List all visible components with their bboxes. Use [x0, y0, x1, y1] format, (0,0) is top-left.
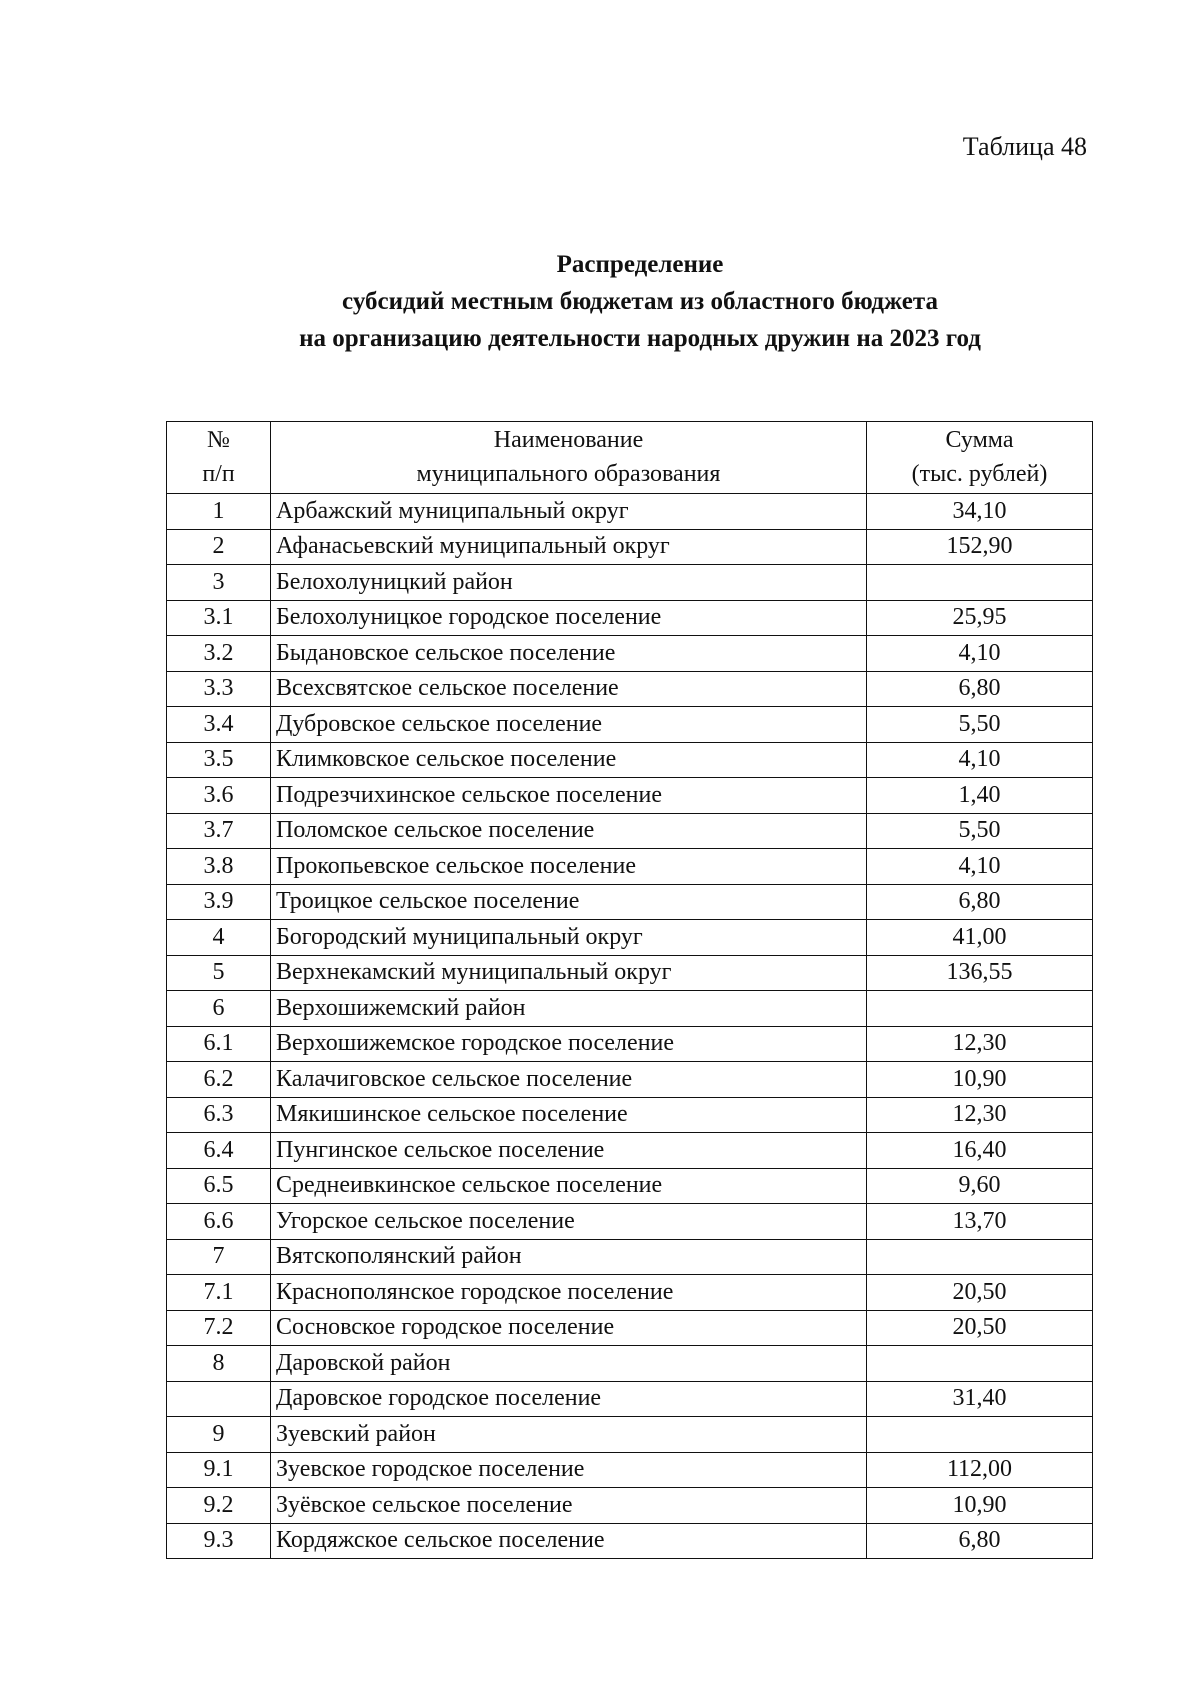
row-sum-cell: 5,50 — [867, 707, 1093, 743]
row-sum-cell: 136,55 — [867, 955, 1093, 991]
table-row — [167, 671, 1093, 707]
row-name-cell: Зуевское городское поселение — [271, 1452, 867, 1488]
row-sum-cell: 10,90 — [867, 1488, 1093, 1524]
row-number-cell — [167, 1381, 271, 1417]
row-number-cell: 9.2 — [167, 1488, 271, 1524]
table-row — [167, 1346, 1093, 1382]
row-number-cell: 7.2 — [167, 1310, 271, 1346]
row-number-cell: 6.5 — [167, 1168, 271, 1204]
table-row — [167, 991, 1093, 1027]
row-sum-cell — [867, 991, 1093, 1027]
table-row — [167, 600, 1093, 636]
title-line-3: на организацию деятельности народных дружин на 2023 год — [299, 325, 981, 352]
table-row — [167, 1452, 1093, 1488]
row-sum-cell — [867, 1417, 1093, 1453]
row-sum-cell: 10,90 — [867, 1062, 1093, 1098]
row-number-cell: 6.2 — [167, 1062, 271, 1098]
row-number-cell: 1 — [167, 494, 271, 530]
row-sum-cell: 25,95 — [867, 600, 1093, 636]
row-sum-cell: 12,30 — [867, 1026, 1093, 1062]
table-row — [167, 955, 1093, 991]
table-row — [167, 1523, 1093, 1559]
table-body — [167, 494, 1093, 1559]
row-sum-cell: 152,90 — [867, 529, 1093, 565]
row-number-cell: 9 — [167, 1417, 271, 1453]
row-name-cell: Афанасьевский муниципальный округ — [271, 529, 867, 565]
header-number-line-1: № — [207, 427, 230, 453]
row-sum-cell: 4,10 — [867, 636, 1093, 672]
row-name-cell: Дубровское сельское поселение — [271, 707, 867, 743]
table-row — [167, 1239, 1093, 1275]
table-row — [167, 778, 1093, 814]
row-name-cell: Вятскополянский район — [271, 1239, 867, 1275]
row-sum-cell — [867, 565, 1093, 601]
row-number-cell: 5 — [167, 955, 271, 991]
row-name-cell: Калачиговское сельское поселение — [271, 1062, 867, 1098]
row-name-cell: Среднеивкинское сельское поселение — [271, 1168, 867, 1204]
header-sum-line-1: Сумма — [945, 427, 1014, 453]
table-header-row — [167, 422, 1093, 494]
row-number-cell: 8 — [167, 1346, 271, 1382]
title-line-2: субсидий местным бюджетам из областного бюджета — [342, 288, 938, 315]
row-name-cell: Быдановское сельское поселение — [271, 636, 867, 672]
row-number-cell: 6 — [167, 991, 271, 1027]
row-sum-cell: 5,50 — [867, 813, 1093, 849]
row-name-cell: Всехсвятское сельское поселение — [271, 671, 867, 707]
table-row — [167, 1097, 1093, 1133]
header-name-line-2: муниципального образования — [416, 461, 721, 487]
row-number-cell: 7 — [167, 1239, 271, 1275]
row-number-cell: 3.1 — [167, 600, 271, 636]
header-name — [271, 422, 867, 494]
row-name-cell: Краснополянское городское поселение — [271, 1275, 867, 1311]
row-sum-cell: 20,50 — [867, 1275, 1093, 1311]
row-number-cell: 3.3 — [167, 671, 271, 707]
row-sum-cell — [867, 1239, 1093, 1275]
table-row — [167, 1062, 1093, 1098]
header-sum — [867, 422, 1093, 494]
table-row — [167, 529, 1093, 565]
row-sum-cell: 6,80 — [867, 671, 1093, 707]
table-row — [167, 1133, 1093, 1169]
row-name-cell: Даровской район — [271, 1346, 867, 1382]
row-name-cell: Верхошижемский район — [271, 991, 867, 1027]
row-sum-cell: 31,40 — [867, 1381, 1093, 1417]
row-name-cell: Зуевский район — [271, 1417, 867, 1453]
row-sum-cell: 9,60 — [867, 1168, 1093, 1204]
table-row — [167, 565, 1093, 601]
row-sum-cell: 41,00 — [867, 920, 1093, 956]
row-name-cell: Мякишинское сельское поселение — [271, 1097, 867, 1133]
row-name-cell: Арбажский муниципальный округ — [271, 494, 867, 530]
row-number-cell: 3.7 — [167, 813, 271, 849]
table-row — [167, 813, 1093, 849]
table-row — [167, 1275, 1093, 1311]
table-row — [167, 1026, 1093, 1062]
table-row — [167, 920, 1093, 956]
row-name-cell: Богородский муниципальный округ — [271, 920, 867, 956]
table-row — [167, 1168, 1093, 1204]
table-row — [167, 1310, 1093, 1346]
row-number-cell: 6.1 — [167, 1026, 271, 1062]
table-row — [167, 707, 1093, 743]
row-number-cell: 9.1 — [167, 1452, 271, 1488]
row-sum-cell: 4,10 — [867, 742, 1093, 778]
row-name-cell: Белохолуницкое городское поселение — [271, 600, 867, 636]
row-number-cell: 6.4 — [167, 1133, 271, 1169]
header-name-line-1: Наименование — [493, 427, 644, 453]
row-name-cell: Даровское городское поселение — [271, 1381, 867, 1417]
row-name-cell: Кордяжское сельское поселение — [271, 1523, 867, 1559]
row-sum-cell: 16,40 — [867, 1133, 1093, 1169]
row-number-cell: 3.6 — [167, 778, 271, 814]
row-number-cell: 7.1 — [167, 1275, 271, 1311]
row-number-cell: 3.8 — [167, 849, 271, 885]
row-number-cell: 2 — [167, 529, 271, 565]
table-number-label: Таблица 48 — [962, 132, 1087, 161]
table-row — [167, 1488, 1093, 1524]
header-number — [167, 422, 271, 494]
table-row — [167, 1204, 1093, 1240]
row-name-cell: Климковское сельское поселение — [271, 742, 867, 778]
row-number-cell: 6.3 — [167, 1097, 271, 1133]
document-title — [0, 246, 1200, 357]
row-number-cell: 3.5 — [167, 742, 271, 778]
row-name-cell: Угорское сельское поселение — [271, 1204, 867, 1240]
row-number-cell: 3.4 — [167, 707, 271, 743]
table-row — [167, 1417, 1093, 1453]
table-row — [167, 742, 1093, 778]
row-sum-cell: 6,80 — [867, 884, 1093, 920]
header-number-line-2: п/п — [202, 461, 235, 487]
row-name-cell: Прокопьевское сельское поселение — [271, 849, 867, 885]
row-name-cell: Пунгинское сельское поселение — [271, 1133, 867, 1169]
table-row — [167, 494, 1093, 530]
row-name-cell: Троицкое сельское поселение — [271, 884, 867, 920]
row-number-cell: 6.6 — [167, 1204, 271, 1240]
row-sum-cell: 112,00 — [867, 1452, 1093, 1488]
table-row — [167, 636, 1093, 672]
row-sum-cell: 34,10 — [867, 494, 1093, 530]
row-sum-cell: 1,40 — [867, 778, 1093, 814]
row-name-cell: Подрезчихинское сельское поселение — [271, 778, 867, 814]
row-number-cell: 3.9 — [167, 884, 271, 920]
row-name-cell: Верхошижемское городское поселение — [271, 1026, 867, 1062]
row-name-cell: Зуёвское сельское поселение — [271, 1488, 867, 1524]
row-name-cell: Белохолуницкий район — [271, 565, 867, 601]
subsidy-distribution-table — [166, 421, 1093, 1559]
row-name-cell: Сосновское городское поселение — [271, 1310, 867, 1346]
row-sum-cell: 13,70 — [867, 1204, 1093, 1240]
row-sum-cell: 20,50 — [867, 1310, 1093, 1346]
row-name-cell: Поломское сельское поселение — [271, 813, 867, 849]
table-row — [167, 884, 1093, 920]
row-number-cell: 3.2 — [167, 636, 271, 672]
row-sum-cell: 12,30 — [867, 1097, 1093, 1133]
row-sum-cell: 6,80 — [867, 1523, 1093, 1559]
row-name-cell: Верхнекамский муниципальный округ — [271, 955, 867, 991]
row-sum-cell — [867, 1346, 1093, 1382]
header-sum-line-2: (тыс. рублей) — [911, 461, 1048, 487]
title-line-1: Распределение — [556, 251, 724, 278]
row-number-cell: 3 — [167, 565, 271, 601]
table-row — [167, 1381, 1093, 1417]
table-row — [167, 849, 1093, 885]
row-number-cell: 9.3 — [167, 1523, 271, 1559]
row-sum-cell: 4,10 — [867, 849, 1093, 885]
row-number-cell: 4 — [167, 920, 271, 956]
